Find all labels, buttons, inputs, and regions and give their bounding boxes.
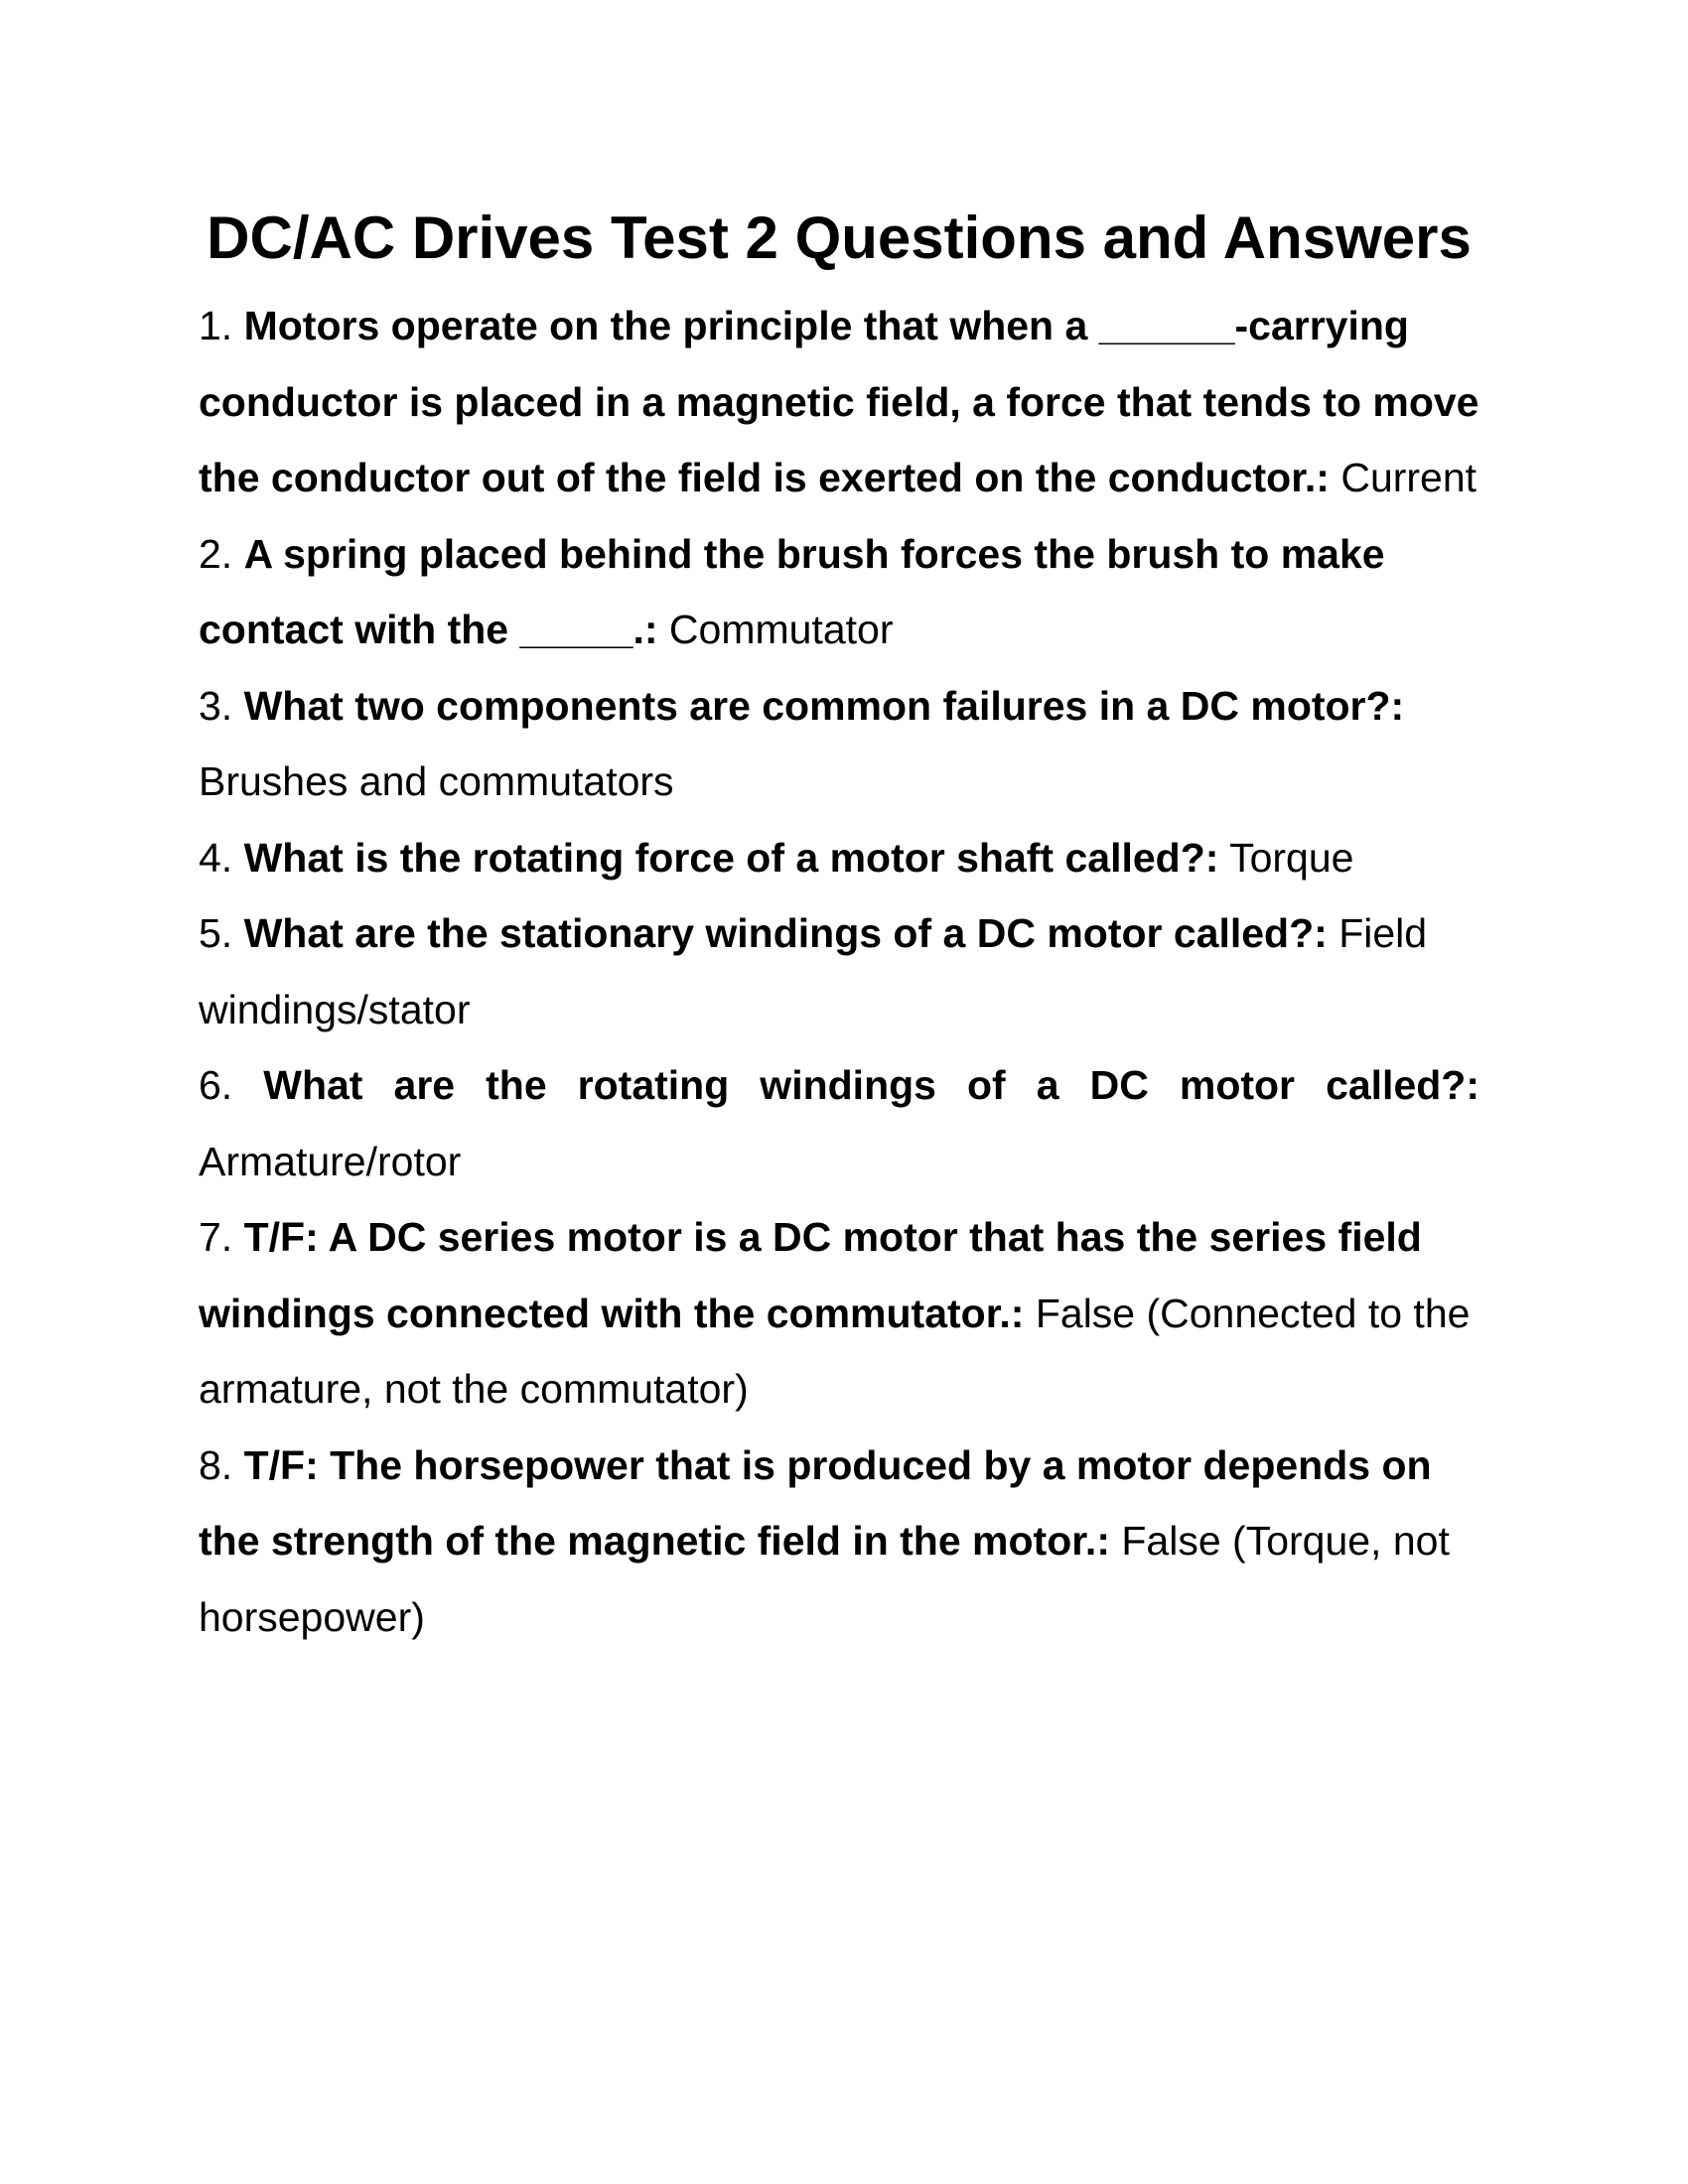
question-text: What two components are common failures in a DC motor?: xyxy=(243,682,1405,729)
question-text: A spring placed behind the brush forces the brush to make contact with the _____.: xyxy=(199,530,1385,652)
qa-item-6 xyxy=(199,1047,1479,1199)
answer-text: Torque xyxy=(1229,834,1354,881)
answer-text: Field windings/stator xyxy=(199,910,1428,1032)
document-page xyxy=(199,189,1479,1655)
qa-item-2 xyxy=(199,516,1479,668)
qa-item-4 xyxy=(199,820,1479,896)
qa-item-7 xyxy=(199,1199,1479,1428)
answer-text: Current xyxy=(1340,455,1477,500)
qa-item-3 xyxy=(199,668,1479,820)
item-number: 7. xyxy=(199,1214,233,1260)
qa-item-5 xyxy=(199,895,1479,1047)
question-text: T/F: A DC series motor is a DC motor that has the series field windings connected with the commutator.: xyxy=(199,1214,1422,1336)
answer-text: Armature/rotor xyxy=(199,1138,462,1184)
qa-item-8 xyxy=(199,1428,1479,1656)
item-number: 6. xyxy=(199,1062,233,1108)
item-number: 8. xyxy=(199,1441,233,1488)
answer-text: False (Torque, not horsepower) xyxy=(199,1518,1450,1640)
question-text: What is the rotating force of a motor shaft called?: xyxy=(243,834,1219,881)
answer-text: False (Connected to the armature, not the commutator) xyxy=(199,1290,1471,1412)
question-text: What are the rotating windings of a DC motor called?: xyxy=(263,1062,1479,1108)
document-title: DC/AC Drives Test 2 Questions and Answers xyxy=(207,205,1472,271)
item-number: 2. xyxy=(199,530,233,577)
item-number: 5. xyxy=(199,910,233,956)
answer-text: Commutator xyxy=(668,607,894,652)
answer-text: Brushes and commutators xyxy=(199,758,674,804)
question-text: T/F: The horsepower that is produced by a motor depends on the strength of the magnetic field in the motor.: xyxy=(199,1441,1432,1564)
question-text: Motors operate on the principle that when a ______-carrying conductor is placed in a magnetic field, a force that tends to move the conductor out of the field is exerted on the conductor.: xyxy=(199,303,1479,500)
question-text: What are the stationary windings of a DC motor called?: xyxy=(243,910,1328,956)
item-number: 4. xyxy=(199,834,233,881)
item-number: 1. xyxy=(199,303,233,348)
qa-item-1 xyxy=(199,288,1479,516)
item-number: 3. xyxy=(199,682,233,729)
